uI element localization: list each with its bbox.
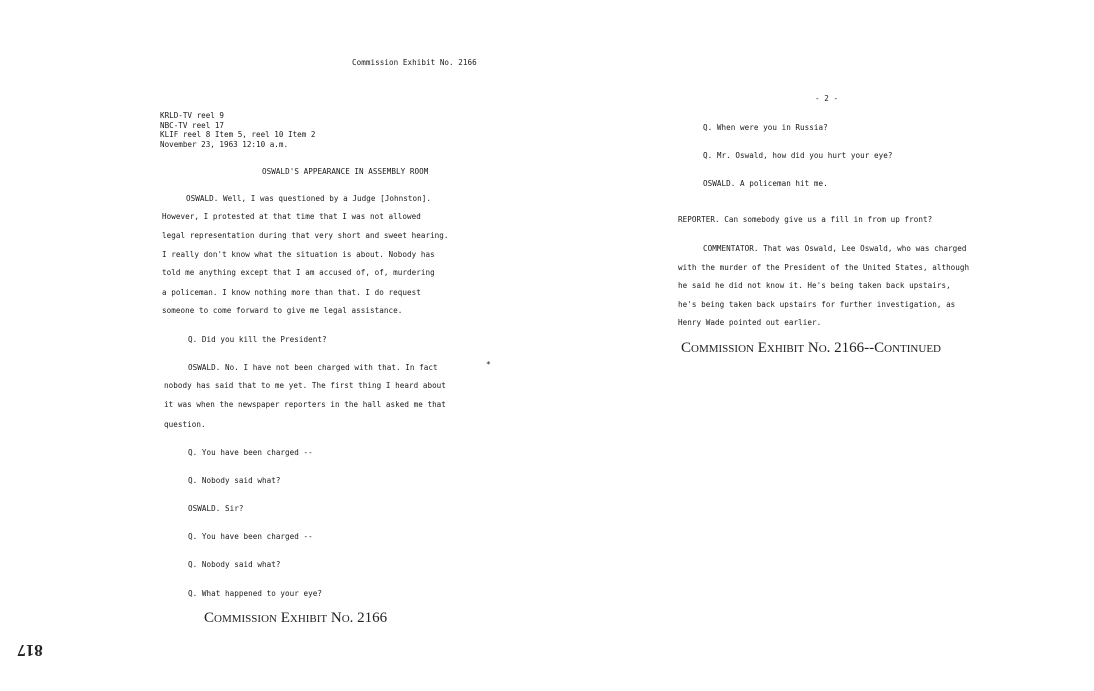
transcript-line: question. (164, 420, 206, 429)
transcript-line: he said he did not know it. He's being taken back upstairs, (678, 281, 951, 290)
exhibit-title: Commission Exhibit No. 2166 (352, 58, 477, 67)
transcript-line: Q. When were you in Russia? (703, 123, 828, 132)
transcript-line: Q. You have been charged -- (188, 532, 313, 541)
transcript-line: REPORTER. Can somebody give us a fill in from up front? (678, 215, 933, 224)
transcript-line: he's being taken back upstairs for further investigation, as (678, 300, 956, 309)
transcript-line: nobody has said that to me yet. The first thing I heard about (164, 381, 446, 390)
header-line: NBC-TV reel 17 (160, 120, 225, 130)
transcript-line: OSWALD. Well, I was questioned by a Judge [Johnston]. (186, 194, 431, 203)
header-line: November 23, 1963 12:10 a.m. (160, 139, 289, 149)
header-line: KRLD-TV reel 9 (160, 111, 225, 120)
page-marker: - 2 - (815, 94, 839, 103)
page-number: 817 (17, 641, 43, 660)
transcript-line: told me anything except that I am accused of, of, murdering (162, 268, 435, 277)
transcript-line: with the murder of the President of the United States, although (678, 263, 970, 272)
transcript-line: Q. Nobody said what? (188, 560, 281, 569)
transcript-line: OSWALD. Sir? (188, 504, 244, 513)
left-caption: Commission Exhibit No. 2166 (204, 610, 388, 626)
transcript-line: someone to come forward to give me legal assistance. (162, 306, 403, 315)
transcript-line: Q. Nobody said what? (188, 476, 281, 485)
margin-mark: * (486, 360, 491, 369)
transcript-line: OSWALD. No. I have not been charged with that. In fact (188, 363, 438, 372)
right-caption: Commission Exhibit No. 2166--Continued (681, 340, 941, 356)
transcript-line: Q. What happened to your eye? (188, 589, 323, 598)
transcript-line: Q. You have been charged -- (188, 448, 313, 457)
transcript-line: COMMENTATOR. That was Oswald, Lee Oswald, who was charged (703, 244, 967, 253)
transcript-line: Henry Wade pointed out earlier. (678, 318, 822, 327)
transcript-line: Q. Mr. Oswald, how did you hurt your eye? (703, 151, 893, 160)
broadcast-header (160, 111, 315, 149)
header-line: KLIF reel 8 Item 5, reel 10 Item 2 (160, 130, 316, 139)
transcript-line: a policeman. I know nothing more than that. I do request (162, 288, 421, 297)
section-heading: OSWALD'S APPEARANCE IN ASSEMBLY ROOM (262, 167, 429, 176)
transcript-line: OSWALD. A policeman hit me. (703, 179, 828, 188)
transcript-line: However, I protested at that time that I was not allowed (162, 212, 421, 221)
transcript-line: legal representation during that very short and sweet hearing. (162, 231, 449, 240)
transcript-line: I really don't know what the situation is about. Nobody has (162, 250, 435, 259)
transcript-line: Q. Did you kill the President? (188, 335, 327, 344)
transcript-line: it was when the newspaper reporters in the hall asked me that (164, 400, 446, 409)
